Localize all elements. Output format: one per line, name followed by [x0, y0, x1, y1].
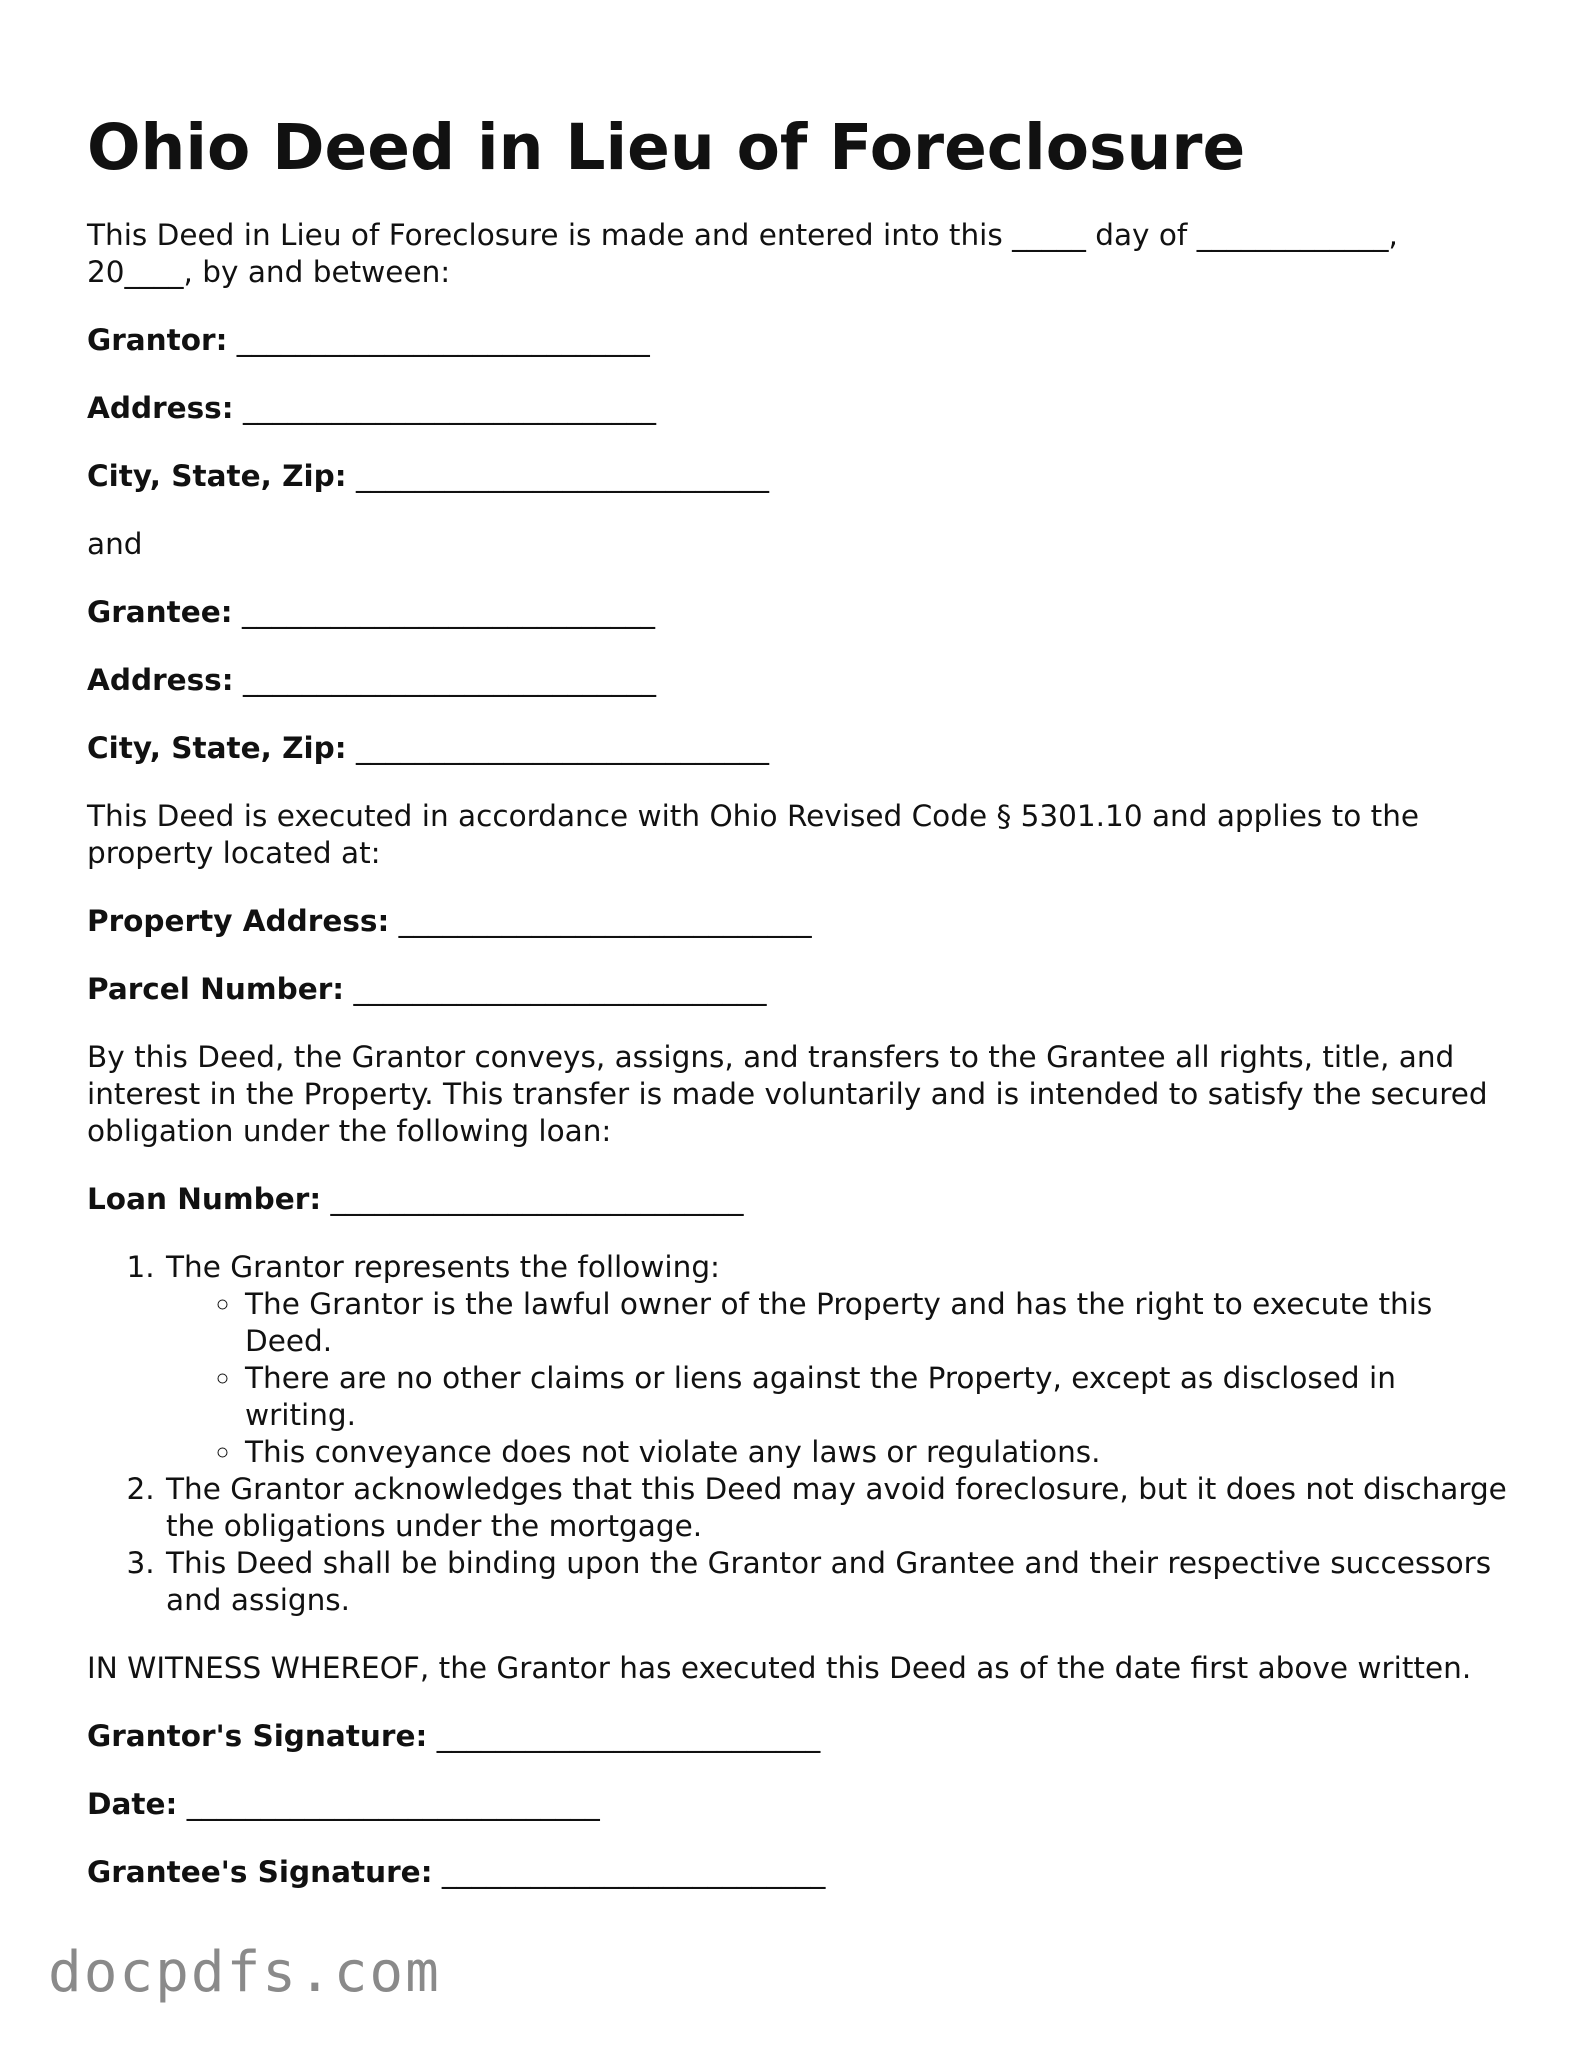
and-text: and — [87, 527, 143, 561]
watermark: docpdfs.com — [48, 1940, 441, 2005]
loan-number-field — [87, 1181, 1507, 1218]
grantee-city-label: City, State, Zip: — [87, 731, 347, 765]
document-page — [87, 105, 1507, 1891]
grantor-city-blank: ____________________________ — [355, 459, 769, 493]
grantee-name-label: Grantee: — [87, 595, 233, 629]
loan-number-label: Loan Number: — [87, 1182, 322, 1216]
grantee-address-field — [87, 662, 1507, 699]
date-blank: ____________________________ — [186, 1787, 600, 1821]
grantor-name-blank: ____________________________ — [236, 323, 650, 357]
grantor-signature-blank: __________________________ — [436, 1719, 821, 1753]
witness-paragraph: IN WITNESS WHEREOF, the Grantor has executed this Deed as of the date first above written. — [87, 1651, 1472, 1685]
parcel-number-field — [87, 971, 1507, 1008]
list-item: ◦ The Grantor is the lawful owner of the Property and has the right to execute this Deed. — [243, 1286, 1507, 1360]
list-item: 3. This Deed shall be binding upon the Grantor and Grantee and their respective successors and assigns. — [164, 1545, 1507, 1619]
date-field — [87, 1786, 1507, 1823]
list-item: 2. The Grantor acknowledges that this Deed may avoid foreclosure, but it does not discharge the obligations under the mortgage. — [164, 1471, 1507, 1545]
terms-list — [87, 1249, 1507, 1619]
grantor-address-blank: ____________________________ — [242, 391, 656, 425]
accordance-paragraph: This Deed is executed in accordance with Ohio Revised Code § 5301.10 and applies to the property located at: — [87, 799, 1420, 870]
grantee-city-field — [87, 730, 1507, 767]
parcel-number-label: Parcel Number: — [87, 972, 345, 1006]
list-item: ◦ There are no other claims or liens against the Property, except as disclosed in writing. — [243, 1360, 1507, 1434]
grantee-name-blank: ____________________________ — [241, 595, 655, 629]
date-label: Date: — [87, 1787, 178, 1821]
grantor-name-field — [87, 322, 1507, 359]
grantee-address-label: Address: — [87, 663, 234, 697]
property-address-field — [87, 903, 1507, 940]
intro-paragraph: This Deed in Lieu of Foreclosure is made and entered into this _____ day of _____________, 20____, by and between: — [87, 218, 1398, 289]
representations-list — [166, 1286, 1507, 1471]
property-address-label: Property Address: — [87, 904, 390, 938]
list-item: ◦ This conveyance does not violate any laws or regulations. — [243, 1434, 1507, 1471]
parcel-number-blank: ____________________________ — [353, 972, 767, 1006]
grantor-city-field — [87, 458, 1507, 495]
grantee-signature-field — [87, 1854, 1507, 1891]
term-1-text: The Grantor represents the following: — [166, 1250, 720, 1284]
grantee-address-blank: ____________________________ — [242, 663, 656, 697]
grantor-name-label: Grantor: — [87, 323, 228, 357]
list-item — [164, 1249, 1507, 1471]
document-title: Ohio Deed in Lieu of Foreclosure — [87, 111, 1246, 184]
grantor-address-field — [87, 390, 1507, 427]
loan-number-blank: ____________________________ — [330, 1182, 744, 1216]
property-address-blank: ____________________________ — [398, 904, 812, 938]
grantee-signature-label: Grantee's Signature: — [87, 1855, 433, 1889]
grantor-signature-label: Grantor's Signature: — [87, 1719, 428, 1753]
grantor-address-label: Address: — [87, 391, 234, 425]
grantee-name-field — [87, 594, 1507, 631]
grantee-signature-blank: __________________________ — [441, 1855, 826, 1889]
grantor-signature-field — [87, 1718, 1507, 1755]
grantee-city-blank: ____________________________ — [355, 731, 769, 765]
grantor-city-label: City, State, Zip: — [87, 459, 347, 493]
conveyance-paragraph: By this Deed, the Grantor conveys, assigns, and transfers to the Grantee all rights, title, and interest in the Property. This transfer is made voluntarily and is intended to satisfy the secured obligation under the following loan: — [87, 1040, 1488, 1148]
